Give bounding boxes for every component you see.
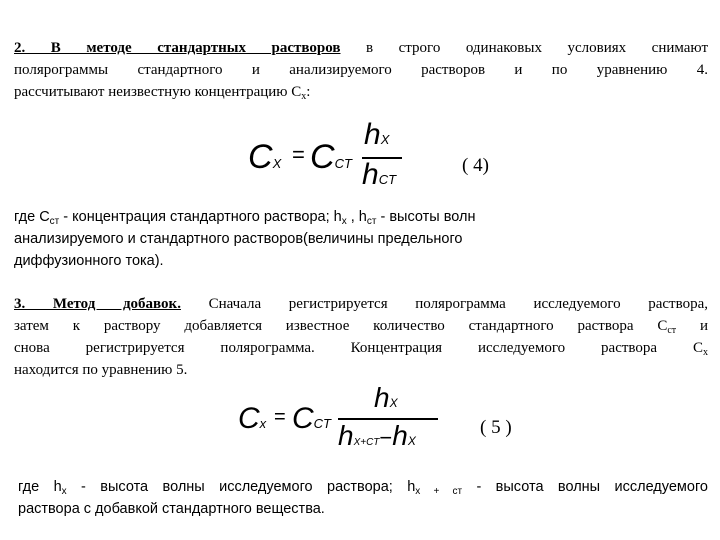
formula-rhs: CCT <box>310 138 352 176</box>
paragraph-line: рассчитывают неизвестную концентрацию $С_х$: <box>14 84 311 102</box>
paragraph-line: 2. В методе стандартных растворов в строго одинаковых условиях снимают <box>14 40 708 56</box>
formula-5 <box>238 382 448 460</box>
equation-number-5: ( 5 ) <box>480 417 512 438</box>
formula-lhs: CX <box>248 138 282 176</box>
paragraph-line: где $h_х$ - высота волны исследуемого раствора; $h_{х + ст}$ - высота волны исследуемого <box>18 479 708 497</box>
paragraph-addition-method <box>14 293 708 381</box>
paragraph-standard-solutions <box>14 37 708 103</box>
section-heading-standard-method: 2. В методе стандартных растворов <box>14 40 341 56</box>
equation-number-4: ( 4) <box>462 155 489 176</box>
paragraph-line: анализируемого и стандартного растворов(величины предельного <box>14 231 463 247</box>
formula-numerator: hX <box>374 382 398 413</box>
formula-denominator: hX+CT−hX <box>338 420 416 451</box>
paragraph-line: где $С_{ст}$ - концентрация стандартного раствора; $h_х$ , $h_{ст}$ - высоты волн <box>14 209 476 227</box>
paragraph-line: находится по уравнению 5. <box>14 362 188 378</box>
paragraph-line: затем к раствору добавляется известное количество стандартного раствора $С_{ст}$ и <box>14 318 708 336</box>
paragraph-line: снова регистрируется полярограмма. Концентрация исследуемого раствора $С_х$ <box>14 340 708 358</box>
section-heading-addition-method: 3. Метод добавок. <box>14 296 181 312</box>
formula-denominator: hCT <box>362 158 397 191</box>
formula-4 <box>248 118 418 194</box>
formula-numerator: hX <box>364 118 390 151</box>
formula-lhs: Cx <box>238 402 267 435</box>
paragraph-wave-heights <box>18 476 708 520</box>
formula-equals: = <box>274 406 286 428</box>
paragraph-line: полярограммы стандартного и анализируемого растворов и по уравнению 4. <box>14 62 708 78</box>
paragraph-definitions <box>14 206 614 272</box>
paragraph-line: диффузионного тока). <box>14 253 164 269</box>
formula-rhs: CCT <box>292 402 332 435</box>
paragraph-line: 3. Метод добавок. Сначала регистрируется полярограмма исследуемого раствора, <box>14 296 708 312</box>
paragraph-line: раствора с добавкой стандартного вещества. <box>18 501 325 517</box>
formula-equals: = <box>292 142 305 167</box>
